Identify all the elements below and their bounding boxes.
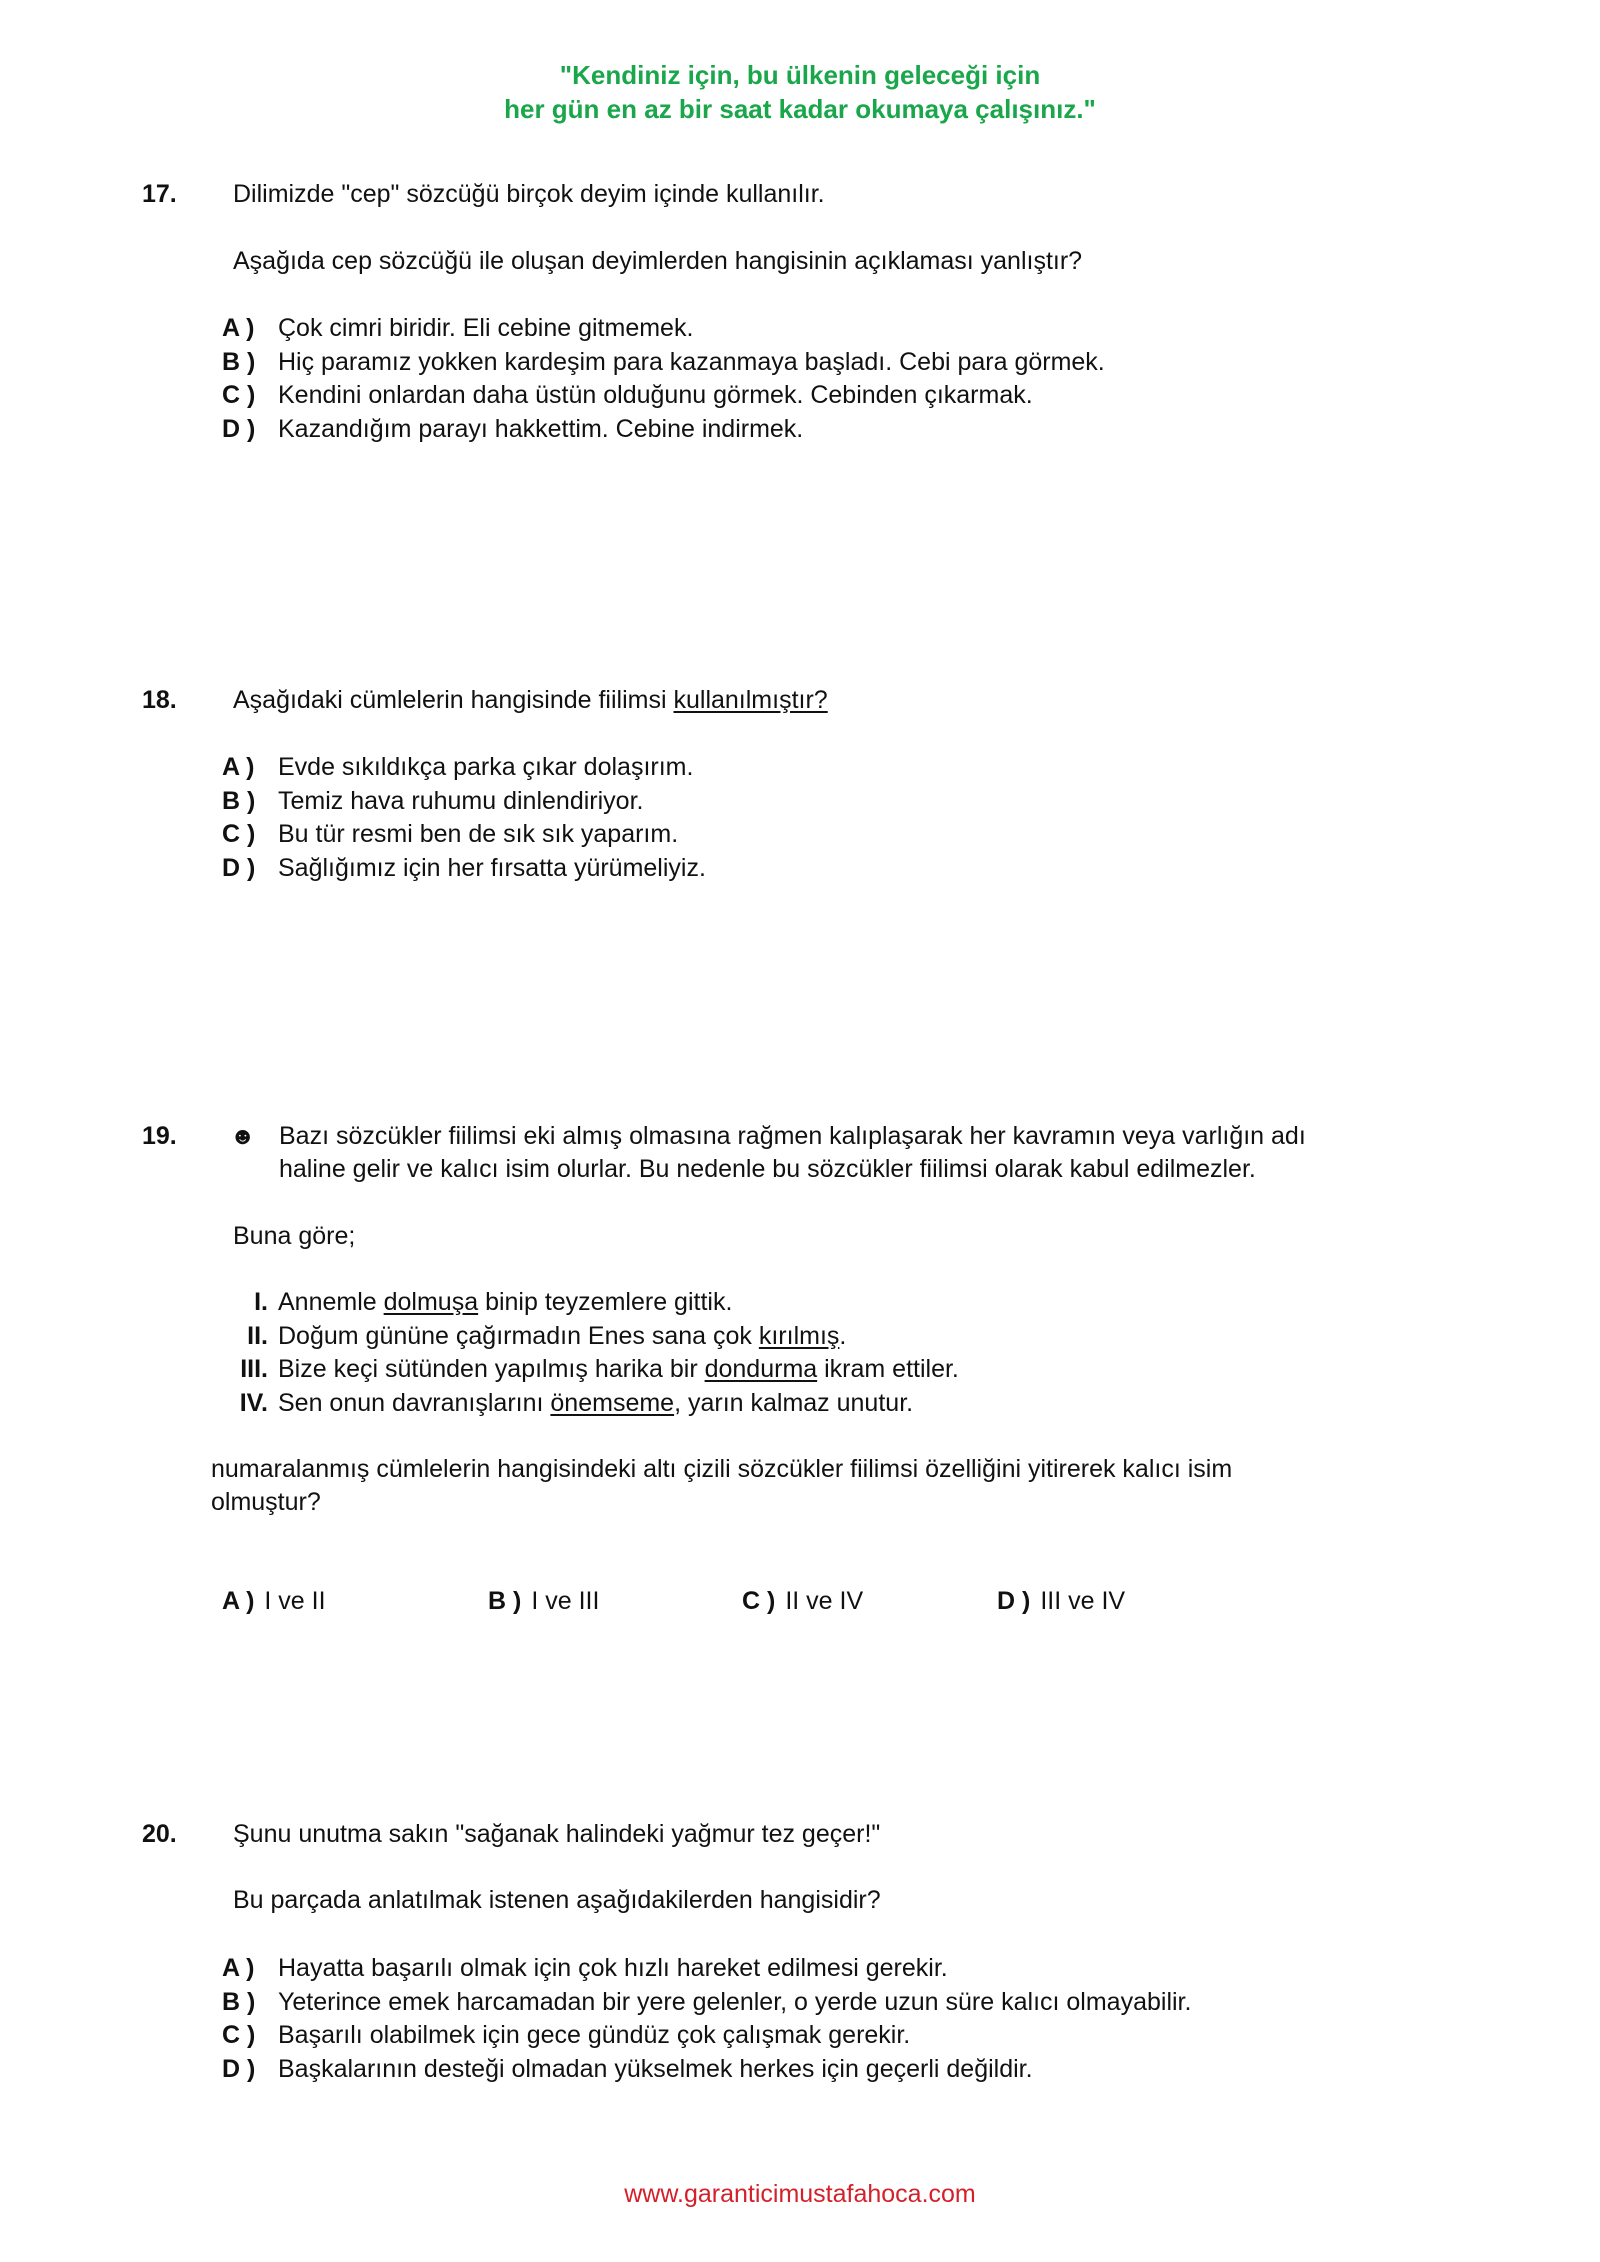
option-b[interactable]: B ) Yeterince emek harcamadan bir yere gelenler, o yerde uzun süre kalıcı olmayabilir. (222, 1987, 1192, 2016)
question-prompt-line-1: numaralanmış cümlelerin hangisindeki altı çizili sözcükler fiilimsi özelliğini yitirerek kalıcı isim (211, 1455, 1233, 1483)
option-b[interactable]: B ) Hiç paramız yokken kardeşim para kazanmaya başladı. Cebi para görmek. (222, 347, 1105, 376)
option-a[interactable]: A ) Evde sıkıldıkça parka çıkar dolaşırım. (222, 753, 694, 781)
sentence-iv: IV. Sen onun davranışlarını önemseme, yarın kalmaz unutur. (239, 1388, 914, 1417)
option-list (222, 751, 706, 885)
motto-line-2: her gün en az bir saat kadar okumaya çalışınız." (504, 94, 1096, 124)
question-number: 20. (142, 1820, 177, 1848)
sentence-i: I. Annemle dolmuşa binip teyzemlere gittik. (254, 1288, 733, 1316)
question-number: 17. (142, 180, 177, 208)
option-a[interactable]: A ) I ve II (222, 1587, 326, 1615)
question-prompt: Bu parçada anlatılmak istenen aşağıdakilerden hangisidir? (233, 1886, 881, 1914)
option-list (222, 312, 1105, 446)
motto-header (0, 58, 1600, 126)
option-a[interactable]: A ) Hayatta başarılı olmak için çok hızlı hareket edilmesi gerekir. (222, 1954, 948, 1982)
intro-line-2: haline gelir ve kalıcı isim olurlar. Bu nedenle bu sözcükler fiilimsi olarak kabul edilmezler. (279, 1155, 1256, 1183)
numbered-sentences (222, 1286, 959, 1420)
option-c[interactable]: C ) Kendini onlardan daha üstün olduğunu görmek. Cebinden çıkarmak. (222, 381, 1033, 409)
option-d[interactable]: D ) Başkalarının desteği olmadan yükselmek herkes için geçerli değildir. (222, 2054, 1033, 2083)
smiley-bullet-icon: ☻ (230, 1123, 256, 1150)
footer-url-link[interactable]: www.garanticimustafahoca.com (624, 2180, 976, 2208)
sentence-iii: III. Bize keçi sütünden yapılmış harika bir dondurma ikram ettiler. (240, 1355, 959, 1383)
option-c[interactable]: C ) II ve IV (742, 1587, 864, 1615)
motto-line-1: "Kendiniz için, bu ülkenin geleceği için (559, 60, 1041, 90)
option-b[interactable]: B ) I ve III (488, 1587, 600, 1615)
sentence-ii: II. Doğum gününe çağırmadın Enes sana çok kırılmış. (247, 1321, 847, 1350)
question-stem: Şunu unutma sakın "sağanak halindeki yağmur tez geçer!" (233, 1820, 881, 1848)
option-d[interactable]: D ) Sağlığımız için her fırsatta yürümeliyiz. (222, 853, 706, 882)
option-list (222, 1952, 1191, 2086)
question-prompt-line-2: olmuştur? (211, 1488, 321, 1516)
option-d[interactable]: D ) Kazandığım parayı hakkettim. Cebine indirmek. (222, 414, 804, 443)
question-stem: Dilimizde "cep" sözcüğü birçok deyim içinde kullanılır. (233, 180, 825, 208)
option-c[interactable]: C ) Başarılı olabilmek için gece gündüz çok çalışmak gerekir. (222, 2021, 911, 2049)
option-a[interactable]: A ) Çok cimri biridir. Eli cebine gitmemek. (222, 314, 694, 342)
option-c[interactable]: C ) Bu tür resmi ben de sık sık yaparım. (222, 820, 679, 848)
question-number: 18. (142, 686, 177, 714)
option-b[interactable]: B ) Temiz hava ruhumu dinlendiriyor. (222, 786, 644, 815)
question-number: 19. (142, 1122, 177, 1150)
underlined-word: kullanılmıştır? (673, 686, 828, 714)
option-d[interactable]: D ) III ve IV (997, 1587, 1126, 1615)
intro-line-1: Bazı sözcükler fiilimsi eki almış olmasına rağmen kalıplaşarak her kavramın veya varlığın adı (279, 1122, 1306, 1150)
question-stem: Aşağıdaki cümlelerin hangisinde fiilimsi kullanılmıştır? (233, 686, 828, 714)
lead-text: Buna göre; (233, 1222, 356, 1250)
question-prompt: Aşağıda cep sözcüğü ile oluşan deyimlerden hangisinin açıklaması yanlıştır? (233, 247, 1083, 275)
